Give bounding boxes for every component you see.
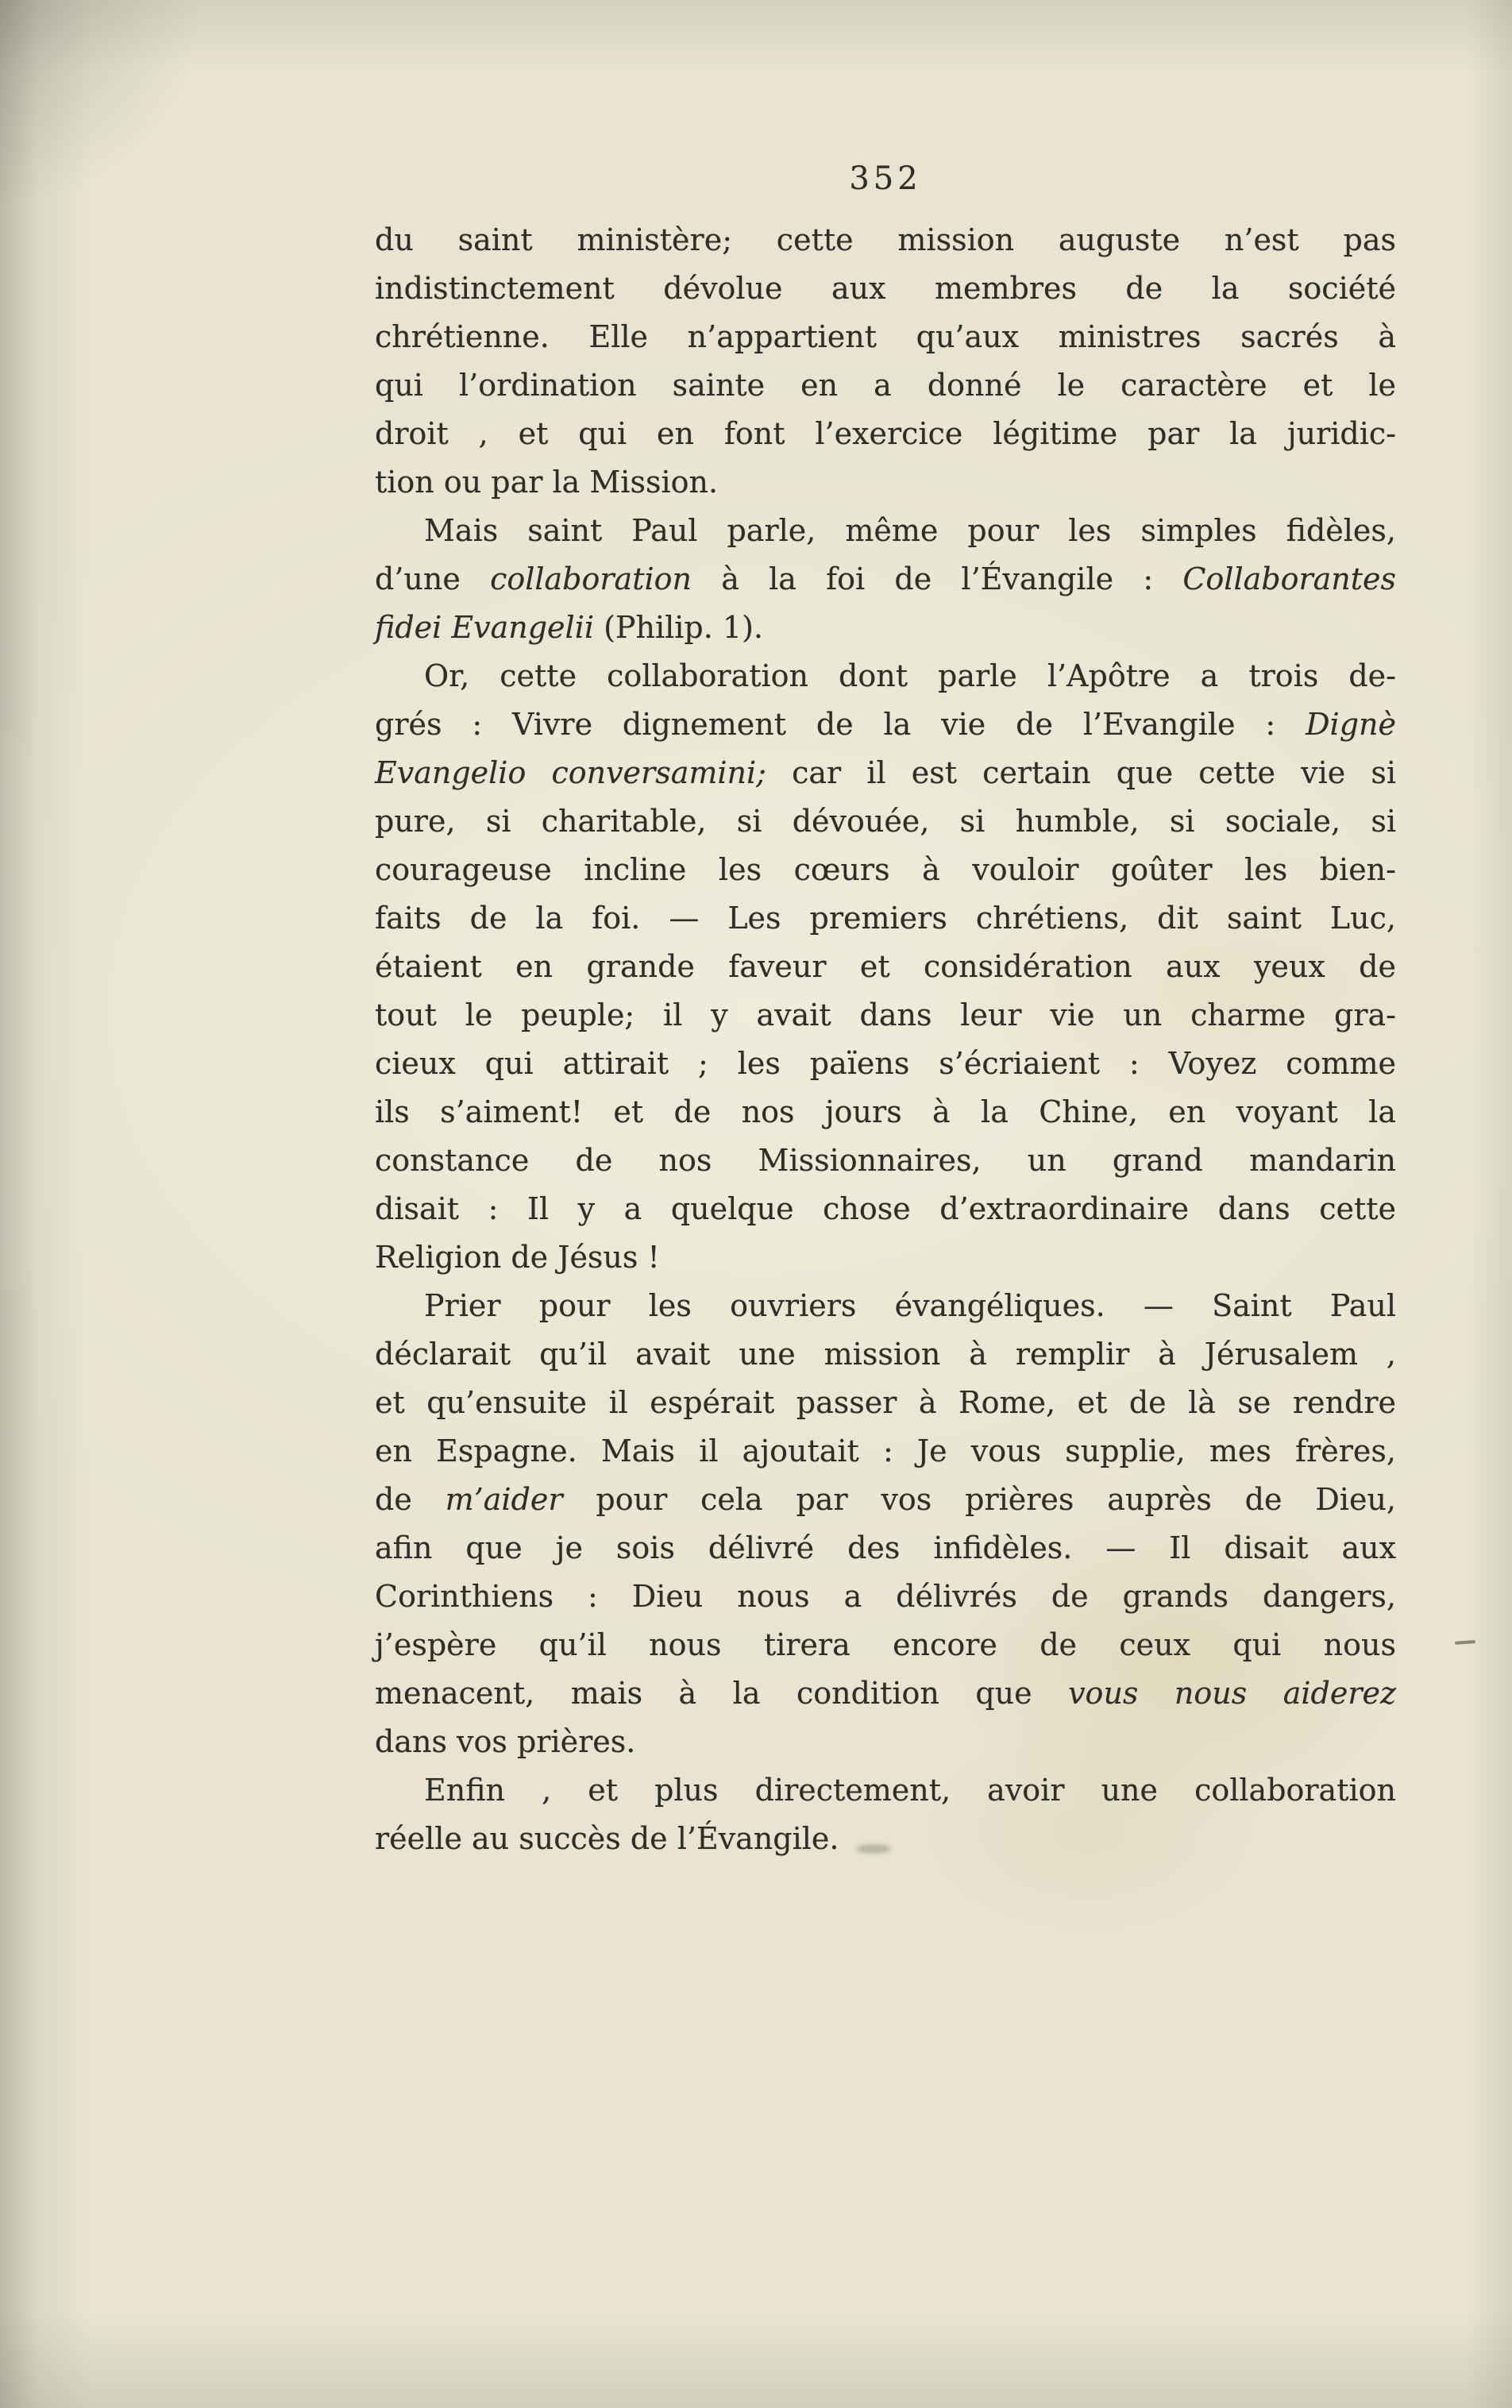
text-line	[375, 991, 1396, 1040]
text-line	[375, 1136, 1396, 1185]
text-line	[375, 1427, 1396, 1476]
text-line	[375, 749, 1396, 797]
text-run: car il est certain que cette vie si	[766, 755, 1397, 790]
text-line	[375, 700, 1396, 749]
text-run: tout le peuple; il y avait dans leur vie un charme gra-	[375, 998, 1396, 1032]
text-line	[375, 1669, 1396, 1718]
text-line	[375, 1185, 1396, 1233]
text-run: de	[375, 1482, 446, 1517]
text-line	[375, 1524, 1396, 1573]
text-run: menacent, mais à la condition que	[375, 1676, 1069, 1711]
text-line	[375, 1573, 1396, 1621]
italic-text: Dignè	[1306, 707, 1396, 742]
text-run: indistinctement dévolue aux membres de la société	[375, 271, 1396, 306]
text-run: grés : Vivre dignement de la vie de l’Evangile :	[375, 707, 1306, 742]
paragraph	[375, 652, 1396, 1282]
page-number: 352	[849, 160, 922, 197]
text-line	[375, 1330, 1396, 1379]
text-line	[375, 555, 1396, 604]
text-run: droit , et qui en font l’exercice légitime par la juridic-	[375, 416, 1396, 451]
text-run: Religion de Jésus !	[375, 1240, 660, 1275]
text-block	[375, 216, 1396, 1863]
text-run: déclarait qu’il avait une mission à remplir à Jérusalem ,	[375, 1337, 1396, 1372]
text-run: (Philip. 1).	[594, 610, 763, 645]
scan-corner-shadow	[0, 0, 206, 206]
text-run: Mais saint Paul parle, même pour les simples fidèles,	[424, 513, 1396, 548]
text-run: étaient en grande faveur et considération aux yeux de	[375, 949, 1396, 984]
paragraph	[375, 1282, 1396, 1766]
text-run: d’une	[375, 561, 491, 596]
text-line	[375, 410, 1396, 458]
text-line	[375, 1476, 1396, 1524]
text-line	[375, 797, 1396, 846]
text-run: Or, cette collaboration dont parle l’Apôtre a trois de-	[424, 658, 1396, 693]
text-run: cieux qui attirait ; les païens s’écriaient : Voyez comme	[375, 1046, 1396, 1081]
text-line	[375, 846, 1396, 894]
paragraph	[375, 216, 1396, 507]
italic-text: Collaborantes	[1182, 561, 1397, 596]
text-run: dans vos prières.	[375, 1724, 636, 1759]
text-line	[375, 1379, 1396, 1427]
text-line	[375, 1040, 1396, 1088]
text-line	[375, 1088, 1396, 1136]
ink-smudge	[856, 1844, 891, 1854]
text-line	[375, 458, 1396, 507]
text-line	[375, 361, 1396, 410]
text-run: réelle au succès de l’Évangile.	[375, 1821, 839, 1856]
text-run: à la foi de l’Évangile :	[691, 561, 1183, 596]
text-line	[375, 216, 1396, 264]
text-line	[375, 604, 1396, 652]
text-line	[375, 1233, 1396, 1282]
text-run: et qu’ensuite il espérait passer à Rome, et de là se rendre	[375, 1385, 1396, 1420]
text-run: constance de nos Missionnaires, un grand mandarin	[375, 1143, 1396, 1178]
text-run: en Espagne. Mais il ajoutait : Je vous supplie, mes frères,	[375, 1434, 1396, 1468]
text-run: du saint ministère; cette mission auguste n’est pas	[375, 222, 1396, 257]
text-run: ils s’aiment! et de nos jours à la Chine, en voyant la	[375, 1094, 1396, 1129]
text-line	[375, 943, 1396, 991]
text-run: Prier pour les ouvriers évangéliques. — Saint Paul	[424, 1288, 1396, 1323]
text-line	[375, 1766, 1396, 1815]
italic-text: vous nous aiderez	[1068, 1676, 1396, 1711]
italic-text: collaboration	[490, 561, 692, 596]
text-run: disait : Il y a quelque chose d’extraordinaire dans cette	[375, 1191, 1396, 1226]
text-run: afin que je sois délivré des infidèles. — Il disait aux	[375, 1530, 1396, 1565]
text-run: qui l’ordination sainte en a donné le caractère et le	[375, 368, 1396, 403]
text-line	[375, 1718, 1396, 1766]
text-run: faits de la foi. — Les premiers chrétiens, dit saint Luc,	[375, 901, 1396, 936]
text-line	[375, 894, 1396, 943]
text-line	[375, 1282, 1396, 1330]
text-run: pure, si charitable, si dévouée, si humble, si sociale, si	[375, 804, 1396, 839]
italic-text: m’aider	[445, 1482, 563, 1517]
italic-text: Evangelio conversamini;	[375, 755, 766, 790]
text-run: Enfin , et plus directement, avoir une collaboration	[424, 1773, 1396, 1808]
text-line	[375, 1621, 1396, 1669]
text-run: Corinthiens : Dieu nous a délivrés de grands dangers,	[375, 1579, 1396, 1614]
text-run: courageuse incline les cœurs à vouloir goûter les bien-	[375, 852, 1396, 887]
text-line	[375, 1815, 1396, 1863]
text-run: chrétienne. Elle n’appartient qu’aux ministres sacrés à	[375, 319, 1396, 354]
margin-pencil-mark	[1455, 1640, 1475, 1645]
text-run: pour cela par vos prières auprès de Dieu,	[562, 1482, 1396, 1517]
text-line	[375, 264, 1396, 313]
italic-text: fidei Evangelii	[375, 610, 595, 645]
text-line	[375, 507, 1396, 555]
paragraph	[375, 507, 1396, 652]
text-run: j’espère qu’il nous tirera encore de ceux qui nous	[375, 1627, 1396, 1662]
text-line	[375, 313, 1396, 361]
text-run: tion ou par la Mission.	[375, 465, 719, 500]
text-line	[375, 652, 1396, 700]
